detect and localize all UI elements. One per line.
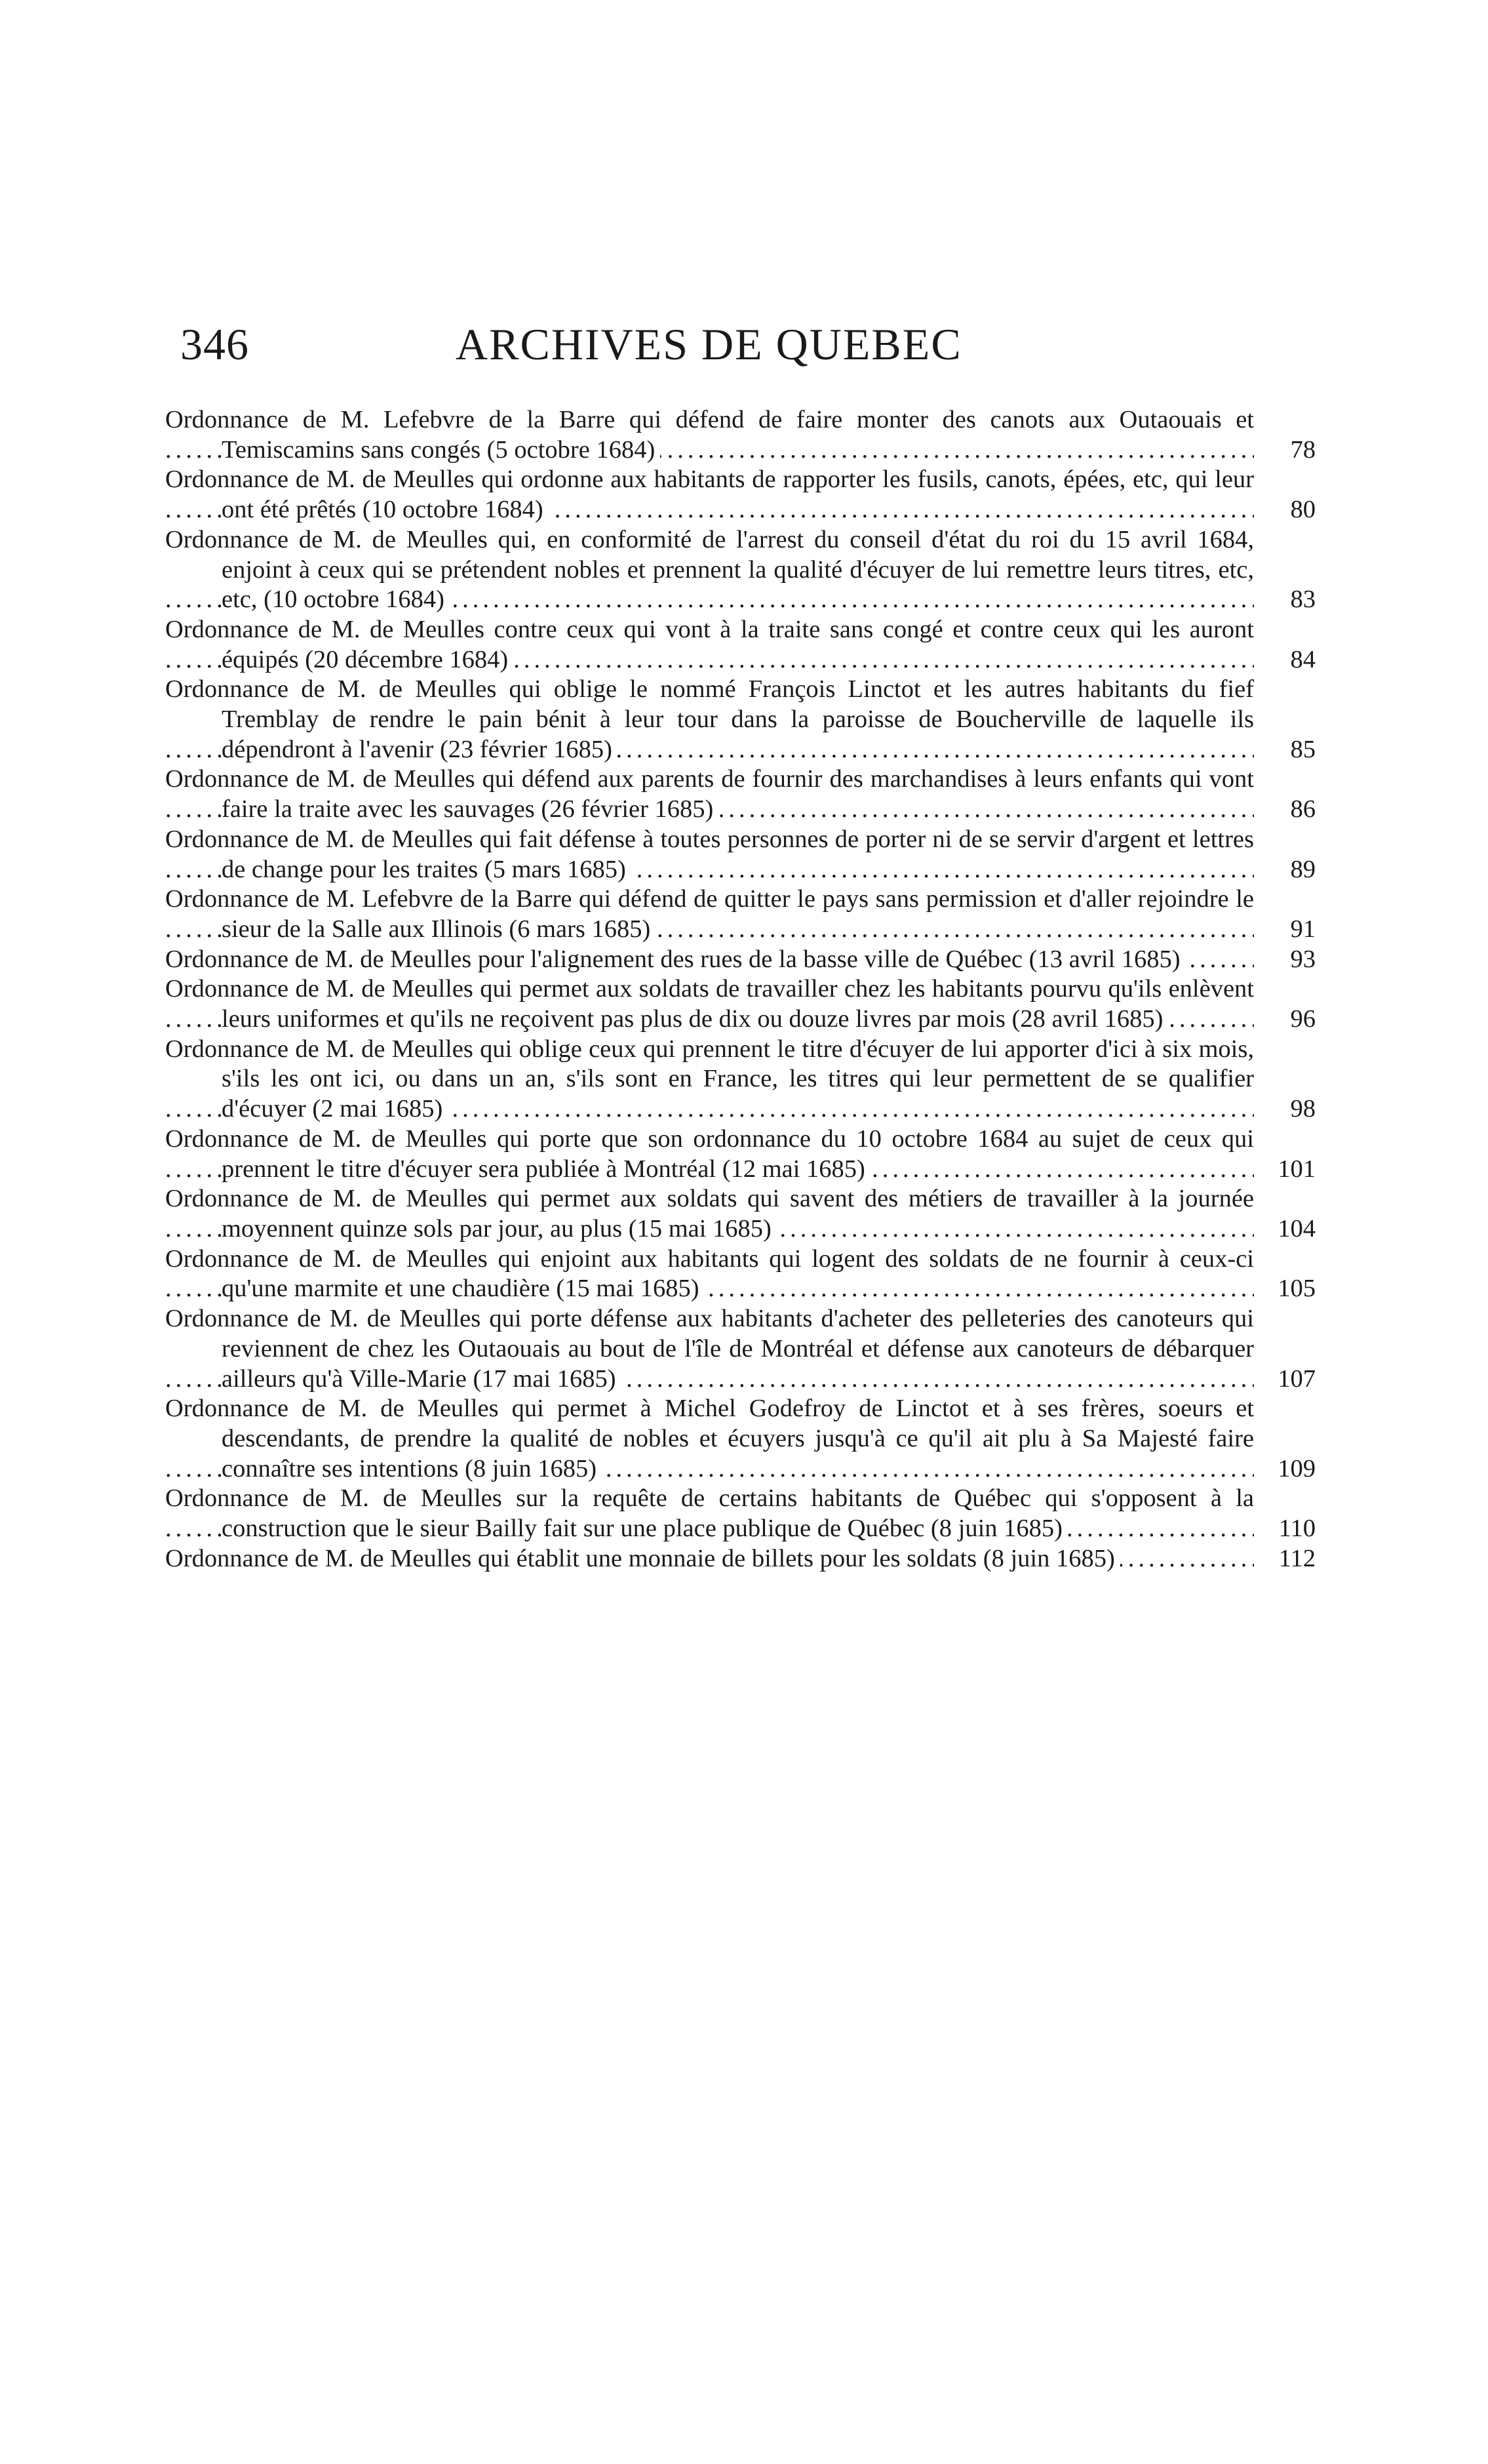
toc-entry-title: Ordonnance de M. de Meulles qui oblige ceux qui prennent le titre d'écuyer de lui apporter d'ici à six mois, s'ils les ont ici, ou dans un an, s'ils sont en France, les titres qui leur permettent de se qualifier d'écuyer (2 mai 1685) xyxy=(165,1035,1254,1123)
toc-entry-title: Ordonnance de M. Lefebvre de la Barre qui défend de faire monter des canots aux Outaouais et Temiscamins sans congés (5 octobre 1684) xyxy=(165,406,1254,464)
toc-entry xyxy=(165,675,1316,765)
toc-entry xyxy=(165,1244,1316,1304)
toc-entry xyxy=(165,525,1316,615)
toc-entry xyxy=(165,615,1316,675)
toc-entry-title: Ordonnance de M. de Meulles qui établit une monnaie de billets pour les soldats (8 juin 1685) xyxy=(165,1545,1120,1572)
toc-entry-page: 109 xyxy=(1278,1454,1316,1482)
toc-entry-title: Ordonnance de M. de Meulles qui porte que son ordonnance du 10 octobre 1684 au sujet de ceux qui prennent le titre d'écuyer sera publiée à Montréal (12 mai 1685) xyxy=(165,1124,1254,1183)
toc-entry-title: Ordonnance de M. de Meulles contre ceux qui vont à la traite sans congé et contre ceux qui les auront équipés (20 décembre 1684) xyxy=(165,615,1254,673)
toc-entry-page: 89 xyxy=(1290,855,1316,883)
toc-entry-title: Ordonnance de M. de Meulles pour l'alignement des rues de la basse ville de Québec (13 avril 1685) xyxy=(165,945,1186,973)
toc-entry-title: Ordonnance de M. de Meulles qui fait défense à toutes personnes de porter ni de se servir d'argent et lettres de change pour les traites (5 mars 1685) xyxy=(165,825,1254,883)
toc-entry-title: Ordonnance de M. de Meulles qui enjoint aux habitants qui logent des soldats de ne fournir à ceux-ci qu'une marmite et une chaudière (15 mai 1685) xyxy=(165,1244,1254,1303)
running-head: ARCHIVES DE QUEBEC xyxy=(456,319,962,369)
toc-entry-page: 96 xyxy=(1290,1005,1316,1033)
toc-entry xyxy=(165,765,1316,824)
toc-entry-title: Ordonnance de M. de Meulles qui porte défense aux habitants d'acheter des pelleteries des canoteurs qui reviennent de chez les Outaouais au bout de l'île de Montréal et défense aux canoteurs de débarquer ailleurs qu'à Ville-Marie (17 mai 1685) xyxy=(165,1305,1254,1393)
toc-entry xyxy=(165,1184,1316,1244)
toc-entry xyxy=(165,825,1316,884)
toc-entry xyxy=(165,1544,1316,1574)
toc-entry-page: 104 xyxy=(1278,1214,1316,1242)
toc-entry-title: Ordonnance de M. Lefebvre de la Barre qui défend de quitter le pays sans permission et d'aller rejoindre le sieur de la Salle aux Illinois (6 mars 1685) xyxy=(165,885,1254,943)
toc-entry-title: Ordonnance de M. de Meulles sur la requête de certains habitants de Québec qui s'opposent à la construction que le sieur Bailly fait sur une place publique de Québec (8 juin 1685) xyxy=(165,1484,1254,1543)
toc-entry-title: Ordonnance de M. de Meulles qui permet à Michel Godefroy de Linctot et à ses frères, soeurs et descendants, de prendre la qualité de nobles et écuyers jusqu'à ce qu'il ait plu à Sa Majesté faire connaître ses intentions (8 juin 1685) xyxy=(165,1395,1254,1482)
toc-entry xyxy=(165,1035,1316,1124)
toc-entry-page: 107 xyxy=(1278,1364,1316,1393)
toc-entry-title: Ordonnance de M. de Meulles qui, en conformité de l'arrest du conseil d'état du roi du 15 avril 1684, enjoint à ceux qui se prétendent nobles et prennent la qualité d'écuyer de lui remettre leurs titres, etc, etc, (10 octobre 1684) xyxy=(165,525,1254,614)
toc-entry-title: Ordonnance de M. de Meulles qui défend aux parents de fournir des marchandises à leurs enfants qui vont faire la traite avec les sauvages (26 février 1685) xyxy=(165,765,1254,824)
toc-entry xyxy=(165,1304,1316,1394)
toc-entry-title: Ordonnance de M. de Meulles qui oblige le nommé François Linctot et les autres habitants du fief Tremblay de rendre le pain bénit à leur tour dans la paroisse de Boucherville de laquelle ils dépendront à l'avenir (23 février 1685) xyxy=(165,675,1254,763)
toc-entry xyxy=(165,974,1316,1034)
toc-entry-title: Ordonnance de M. de Meulles qui ordonne aux habitants de rapporter les fusils, canots, épées, etc, qui leur ont été prêtés (10 octobre 1684) xyxy=(165,466,1254,524)
toc-entry-page: 86 xyxy=(1290,795,1316,824)
toc-entry-page: 110 xyxy=(1278,1515,1316,1543)
page-header xyxy=(180,315,1262,374)
toc-entry xyxy=(165,945,1316,975)
toc-entry xyxy=(165,1484,1316,1543)
toc-entry-page: 105 xyxy=(1278,1275,1316,1303)
toc-entry-page: 91 xyxy=(1290,915,1316,943)
toc-entry-title: Ordonnance de M. de Meulles qui permet aux soldats qui savent des métiers de travailler à la journée moyennent quinze sols par jour, au plus (15 mai 1685) xyxy=(165,1185,1254,1242)
page-number: 346 xyxy=(180,319,249,369)
table-of-contents xyxy=(165,405,1316,1574)
toc-entry-page: 112 xyxy=(1278,1544,1316,1572)
toc-entry-page: 80 xyxy=(1290,496,1316,524)
toc-entry-page: 93 xyxy=(1290,945,1316,973)
toc-entry xyxy=(165,1394,1316,1484)
toc-entry xyxy=(165,465,1316,525)
toc-entry-page: 84 xyxy=(1290,645,1316,673)
toc-entry-page: 101 xyxy=(1278,1155,1316,1183)
toc-entry xyxy=(165,405,1316,465)
toc-entry-page: 78 xyxy=(1290,435,1316,464)
toc-entry-page: 83 xyxy=(1290,586,1316,614)
toc-entry-page: 98 xyxy=(1290,1095,1316,1123)
toc-entry xyxy=(165,884,1316,944)
toc-entry-page: 85 xyxy=(1290,735,1316,763)
toc-entry-title: Ordonnance de M. de Meulles qui permet aux soldats de travailler chez les habitants pourvu qu'ils enlèvent leurs uniformes et qu'ils ne reçoivent pas plus de dix ou douze livres par mois (28 avril 1685) xyxy=(165,975,1254,1033)
toc-entry xyxy=(165,1124,1316,1184)
